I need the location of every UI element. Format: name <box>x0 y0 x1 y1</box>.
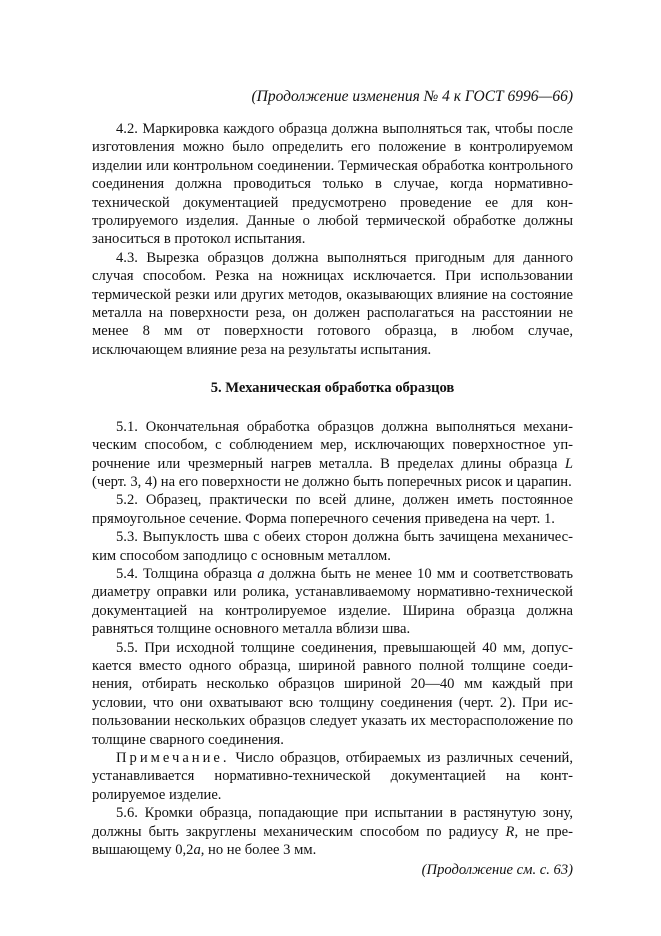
thickness-symbol-2: a <box>193 842 201 859</box>
paragraph-5-4-text-end: должна быть не менее 10 мм и соответствовать диаметру оправки или ролика, устанавливаемому нормативно-технической документацией на контролируемое изделие. Ширина образца должна равняться толщине основного металла вблизи шва. <box>92 565 573 638</box>
paragraph-5-4-text: 5.4. Толщина образца <box>116 565 258 582</box>
section-title: 5. Механическая обработка образцов <box>210 380 455 397</box>
paragraph-5-3: 5.3. Выпуклость шва с обеих сторон должна быть зачищена механическим способом заподлицо с основным металлом. <box>92 529 573 564</box>
length-symbol: L <box>564 455 573 472</box>
page-footer: (Продолжение см. с. 63) <box>421 862 573 879</box>
paragraph-5-6-text-middle: , не превышающему 0,2 <box>92 823 573 859</box>
paragraph-4-2: 4.2. Маркировка каждого образца должна выполняться так, чтобы после изготовления можно было определить его положение в контролируемом изделии или контрольном соединении. Термическая обработка контрольного соединения должна проводиться только в случае, когда нормативно-технической документацией предусмотрено проведение ее для контролируемого изделия. Данные о любой термической обработке должны заноситься в протокол испытания. <box>92 121 573 248</box>
page-header: (Продолжение изменения № 4 к ГОСТ 6996—66) <box>251 88 573 105</box>
thickness-symbol: a <box>257 565 265 582</box>
note-label: Примечание. <box>116 750 230 766</box>
note-text: Число образцов, отбираемых из различных сечений, устанавливается нормативно-технической документацией на контролируемое изделие. <box>92 750 573 803</box>
radius-symbol: R <box>505 823 515 840</box>
paragraph-5-1-text: 5.1. Окончательная обработка образцов должна выполняться механическим способом, с соблюдением мер, исключающих поверхностное упрочнение или чрезмерный нагрев металла. В пределах длины образца <box>92 418 573 472</box>
paragraph-5-1-text-end: (черт. 3, 4) на его поверхности не должно быть поперечных рисок и царапин. <box>92 473 572 490</box>
paragraph-4-3: 4.3. Вырезка образцов должна выполняться пригодным для данного случая способом. Резка на ножницах исключается. При использовании термической резки или других методов, оказывающих влияние на состояние металла на поверхности реза, он должен располагаться на расстоянии не менее 8 мм от поверхности готового образца, в любом случае, исключающем влияние реза на результаты испытания. <box>92 249 573 358</box>
paragraph-5-6 <box>92 804 573 859</box>
paragraph-5-2: 5.2. Образец, практически по всей длине, должен иметь постоянное прямоугольное сечение. Форма поперечного сечения приведена на черт. 1. <box>92 492 573 527</box>
paragraph-5-1 <box>92 418 573 492</box>
document-body <box>92 120 573 880</box>
paragraph-5-6-text-end: , но не более 3 мм. <box>200 842 317 859</box>
paragraph-5-5: 5.5. При исходной толщине соединения, превышающей 40 мм, допускается вместо одного образца, шириной равного полной толщине соединения, отбирать несколько образцов шириной 20—40 мм каждый при условии, что они охватывают всю толщину соединения (черт. 2). При использовании нескольких образцов следует указать их месторасположение по толщине сварного соединения. <box>92 639 573 748</box>
paragraph-5-4 <box>92 565 573 639</box>
note <box>92 749 573 804</box>
paragraph-5-6-text: 5.6. Кромки образца, попадающие при испытании в растянутую зону, должны быть закруглены механическим способом по радиусу <box>92 805 573 840</box>
